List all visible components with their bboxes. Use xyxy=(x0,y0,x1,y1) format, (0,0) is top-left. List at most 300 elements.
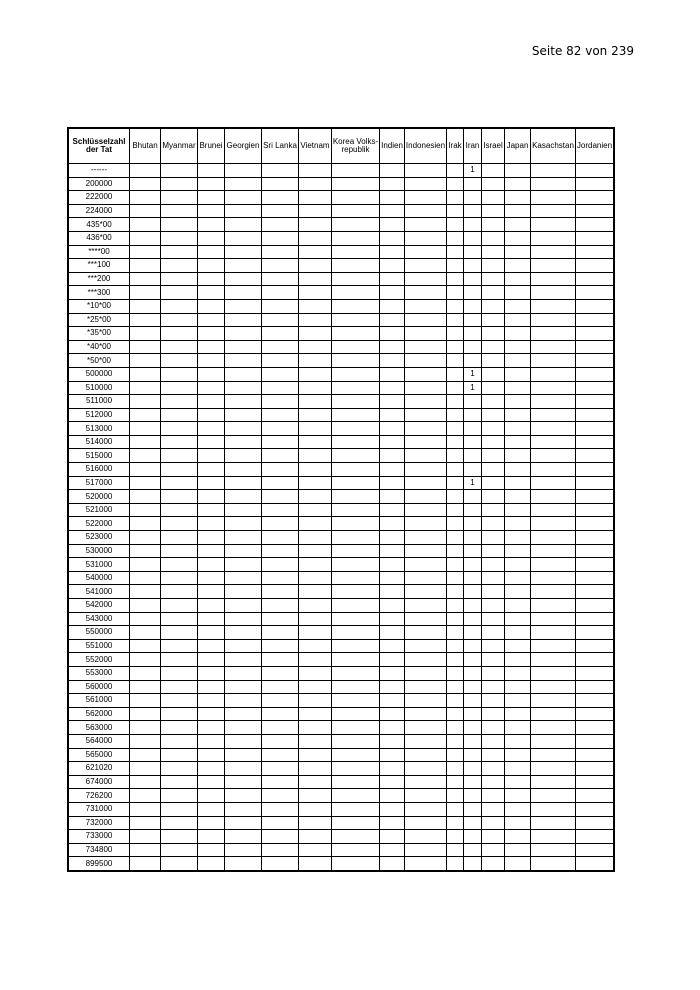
count-cell xyxy=(130,286,161,300)
count-cell xyxy=(198,599,225,613)
offense-key-cell: 517000 xyxy=(69,476,130,490)
table-row xyxy=(69,327,614,341)
count-cell xyxy=(130,544,161,558)
count-cell xyxy=(464,639,482,653)
count-cell xyxy=(447,503,464,517)
count-cell xyxy=(531,748,576,762)
count-cell xyxy=(225,789,262,803)
count-cell xyxy=(299,653,332,667)
count-cell xyxy=(332,218,380,232)
count-cell xyxy=(405,585,447,599)
count-cell xyxy=(447,354,464,368)
count-cell xyxy=(225,354,262,368)
count-cell xyxy=(482,286,505,300)
count-cell xyxy=(299,164,332,178)
offense-key-cell: 540000 xyxy=(69,571,130,585)
count-cell xyxy=(299,789,332,803)
count-cell xyxy=(464,272,482,286)
count-cell xyxy=(380,463,405,477)
count-cell xyxy=(161,748,198,762)
count-cell xyxy=(482,857,505,871)
count-cell xyxy=(531,789,576,803)
count-cell xyxy=(380,830,405,844)
count-cell xyxy=(505,286,531,300)
count-cell xyxy=(447,653,464,667)
count-cell xyxy=(531,517,576,531)
offense-key-cell: 551000 xyxy=(69,639,130,653)
count-cell xyxy=(405,231,447,245)
count-cell xyxy=(332,707,380,721)
count-cell xyxy=(198,272,225,286)
count-cell xyxy=(505,164,531,178)
count-cell xyxy=(447,721,464,735)
offense-key-cell: 561000 xyxy=(69,694,130,708)
count-cell xyxy=(198,830,225,844)
count-cell xyxy=(482,259,505,273)
count-cell xyxy=(576,653,614,667)
offense-key-cell: 520000 xyxy=(69,490,130,504)
count-cell xyxy=(332,612,380,626)
count-cell xyxy=(262,354,299,368)
count-cell xyxy=(332,789,380,803)
count-cell xyxy=(130,422,161,436)
count-cell xyxy=(225,340,262,354)
count-cell xyxy=(447,490,464,504)
count-cell xyxy=(405,272,447,286)
count-cell xyxy=(225,313,262,327)
count-cell xyxy=(482,503,505,517)
count-cell xyxy=(198,544,225,558)
count-cell xyxy=(447,476,464,490)
count-cell xyxy=(380,789,405,803)
count-cell xyxy=(130,721,161,735)
count-cell xyxy=(447,544,464,558)
count-cell xyxy=(447,463,464,477)
count-cell xyxy=(262,381,299,395)
count-cell xyxy=(198,476,225,490)
count-cell xyxy=(161,476,198,490)
table-row xyxy=(69,707,614,721)
count-cell xyxy=(262,585,299,599)
count-cell xyxy=(198,245,225,259)
count-cell xyxy=(130,734,161,748)
count-cell xyxy=(405,490,447,504)
count-cell xyxy=(505,830,531,844)
count-cell xyxy=(225,721,262,735)
count-cell xyxy=(482,272,505,286)
count-cell xyxy=(198,680,225,694)
count-cell xyxy=(576,408,614,422)
offense-key-cell: 435*00 xyxy=(69,218,130,232)
count-cell xyxy=(405,544,447,558)
count-cell xyxy=(447,680,464,694)
count-cell xyxy=(576,721,614,735)
count-cell xyxy=(198,503,225,517)
count-cell xyxy=(576,286,614,300)
count-cell xyxy=(198,177,225,191)
column-header: Israel xyxy=(482,129,505,164)
count-cell xyxy=(405,734,447,748)
count-cell: 1 xyxy=(464,476,482,490)
count-cell xyxy=(299,762,332,776)
count-cell xyxy=(332,395,380,409)
count-cell xyxy=(576,204,614,218)
count-cell xyxy=(531,218,576,232)
table-row xyxy=(69,680,614,694)
count-cell xyxy=(447,259,464,273)
count-cell xyxy=(482,571,505,585)
count-cell xyxy=(225,843,262,857)
count-cell xyxy=(482,843,505,857)
count-cell xyxy=(262,748,299,762)
count-cell xyxy=(161,422,198,436)
count-cell xyxy=(130,802,161,816)
count-cell xyxy=(299,218,332,232)
count-cell xyxy=(130,612,161,626)
table-row xyxy=(69,259,614,273)
count-cell xyxy=(380,449,405,463)
count-cell xyxy=(505,707,531,721)
count-cell xyxy=(405,286,447,300)
count-cell xyxy=(299,680,332,694)
count-cell xyxy=(405,177,447,191)
offense-key-cell: 560000 xyxy=(69,680,130,694)
count-cell xyxy=(332,558,380,572)
count-cell xyxy=(299,857,332,871)
offense-key-cell: 522000 xyxy=(69,517,130,531)
count-cell xyxy=(130,191,161,205)
table-row xyxy=(69,802,614,816)
count-cell xyxy=(161,313,198,327)
count-cell xyxy=(576,313,614,327)
count-cell xyxy=(482,340,505,354)
count-cell xyxy=(576,299,614,313)
count-cell xyxy=(262,299,299,313)
count-cell xyxy=(576,435,614,449)
count-cell xyxy=(161,408,198,422)
count-cell xyxy=(380,721,405,735)
count-cell xyxy=(225,639,262,653)
count-cell xyxy=(262,816,299,830)
count-cell xyxy=(332,204,380,218)
count-cell xyxy=(332,694,380,708)
count-cell xyxy=(405,395,447,409)
count-cell xyxy=(505,245,531,259)
count-cell xyxy=(380,395,405,409)
count-cell xyxy=(299,503,332,517)
count-cell xyxy=(380,707,405,721)
table-row xyxy=(69,449,614,463)
count-cell xyxy=(482,789,505,803)
count-cell xyxy=(576,762,614,776)
count-cell xyxy=(198,204,225,218)
count-cell xyxy=(482,164,505,178)
count-cell xyxy=(505,816,531,830)
count-cell xyxy=(505,313,531,327)
count-cell xyxy=(161,816,198,830)
count-cell xyxy=(505,204,531,218)
count-cell xyxy=(531,666,576,680)
count-cell xyxy=(332,734,380,748)
table-row xyxy=(69,381,614,395)
table-row xyxy=(69,340,614,354)
count-cell xyxy=(380,218,405,232)
offense-key-cell: 512000 xyxy=(69,408,130,422)
count-cell xyxy=(299,626,332,640)
offense-key-cell: 530000 xyxy=(69,544,130,558)
count-cell xyxy=(332,231,380,245)
count-cell xyxy=(405,653,447,667)
count-cell xyxy=(505,857,531,871)
count-cell xyxy=(405,435,447,449)
count-cell xyxy=(198,789,225,803)
count-cell xyxy=(130,558,161,572)
offense-key-cell: *40*00 xyxy=(69,340,130,354)
count-cell xyxy=(464,666,482,680)
count-cell xyxy=(576,191,614,205)
count-cell xyxy=(380,531,405,545)
count-cell xyxy=(161,191,198,205)
table-row xyxy=(69,857,614,871)
count-cell xyxy=(405,327,447,341)
count-cell xyxy=(380,857,405,871)
count-cell xyxy=(262,721,299,735)
count-cell xyxy=(405,449,447,463)
count-cell xyxy=(576,367,614,381)
count-cell xyxy=(225,816,262,830)
count-cell xyxy=(225,775,262,789)
count-cell xyxy=(161,503,198,517)
table-body xyxy=(69,164,614,871)
count-cell xyxy=(464,299,482,313)
column-header: Indonesien xyxy=(405,129,447,164)
offense-key-cell: 563000 xyxy=(69,721,130,735)
count-cell xyxy=(161,830,198,844)
table-row xyxy=(69,639,614,653)
count-cell xyxy=(198,299,225,313)
count-cell xyxy=(332,177,380,191)
count-cell xyxy=(198,816,225,830)
count-cell xyxy=(130,694,161,708)
count-cell xyxy=(531,857,576,871)
count-cell xyxy=(576,476,614,490)
offense-key-cell: 542000 xyxy=(69,599,130,613)
count-cell xyxy=(198,449,225,463)
count-cell xyxy=(332,503,380,517)
count-cell xyxy=(198,408,225,422)
table-row xyxy=(69,313,614,327)
count-cell xyxy=(405,408,447,422)
count-cell xyxy=(262,544,299,558)
count-cell xyxy=(299,191,332,205)
count-cell xyxy=(505,748,531,762)
count-cell xyxy=(464,435,482,449)
count-cell xyxy=(464,395,482,409)
count-cell xyxy=(447,830,464,844)
count-cell xyxy=(405,503,447,517)
count-cell xyxy=(531,395,576,409)
count-cell xyxy=(531,191,576,205)
count-cell xyxy=(380,435,405,449)
count-cell xyxy=(405,191,447,205)
count-cell xyxy=(531,558,576,572)
count-cell xyxy=(299,748,332,762)
count-cell xyxy=(262,245,299,259)
count-cell xyxy=(380,272,405,286)
count-cell xyxy=(464,408,482,422)
count-cell xyxy=(130,164,161,178)
count-cell xyxy=(505,721,531,735)
count-cell xyxy=(405,245,447,259)
count-cell xyxy=(482,231,505,245)
count-cell xyxy=(482,449,505,463)
count-cell xyxy=(531,408,576,422)
table-row xyxy=(69,354,614,368)
table-row xyxy=(69,626,614,640)
count-cell xyxy=(161,721,198,735)
count-cell xyxy=(576,816,614,830)
count-cell xyxy=(482,490,505,504)
count-cell xyxy=(576,748,614,762)
count-cell xyxy=(380,694,405,708)
count-cell xyxy=(576,259,614,273)
count-cell xyxy=(505,626,531,640)
page-number: Seite 82 von 239 xyxy=(531,44,634,58)
count-cell xyxy=(225,367,262,381)
count-cell xyxy=(225,422,262,436)
count-cell xyxy=(505,449,531,463)
count-cell xyxy=(464,571,482,585)
count-cell xyxy=(464,626,482,640)
count-cell xyxy=(576,422,614,436)
offense-table xyxy=(67,127,615,872)
count-cell xyxy=(464,789,482,803)
column-header: Jordanien xyxy=(576,129,614,164)
count-cell xyxy=(380,517,405,531)
count-cell xyxy=(505,463,531,477)
count-cell xyxy=(380,666,405,680)
count-cell xyxy=(576,666,614,680)
count-cell xyxy=(161,164,198,178)
offense-key-cell: 562000 xyxy=(69,707,130,721)
count-cell xyxy=(482,802,505,816)
count-cell xyxy=(505,327,531,341)
count-cell xyxy=(262,599,299,613)
table-row xyxy=(69,435,614,449)
count-cell xyxy=(576,177,614,191)
count-cell xyxy=(262,612,299,626)
count-cell xyxy=(130,435,161,449)
table-header-row xyxy=(69,129,614,164)
count-cell xyxy=(332,191,380,205)
count-cell xyxy=(405,626,447,640)
table-row xyxy=(69,762,614,776)
count-cell: 1 xyxy=(464,381,482,395)
offense-key-cell: 732000 xyxy=(69,816,130,830)
count-cell xyxy=(130,299,161,313)
count-cell xyxy=(405,571,447,585)
count-cell xyxy=(380,476,405,490)
count-cell xyxy=(464,231,482,245)
count-cell xyxy=(447,408,464,422)
count-cell xyxy=(447,802,464,816)
count-cell xyxy=(482,639,505,653)
count-cell xyxy=(262,639,299,653)
count-cell xyxy=(464,802,482,816)
count-cell xyxy=(198,857,225,871)
count-cell xyxy=(447,666,464,680)
count-cell xyxy=(299,449,332,463)
count-cell xyxy=(482,612,505,626)
table-row xyxy=(69,463,614,477)
count-cell xyxy=(505,299,531,313)
table-row xyxy=(69,177,614,191)
count-cell xyxy=(299,435,332,449)
count-cell xyxy=(531,327,576,341)
offense-key-cell: ***300 xyxy=(69,286,130,300)
count-cell xyxy=(130,571,161,585)
count-cell xyxy=(464,313,482,327)
count-cell xyxy=(161,218,198,232)
count-cell xyxy=(225,435,262,449)
count-cell xyxy=(405,218,447,232)
offense-key-cell: *35*00 xyxy=(69,327,130,341)
count-cell xyxy=(405,463,447,477)
count-cell xyxy=(332,571,380,585)
count-cell xyxy=(299,367,332,381)
count-cell xyxy=(576,843,614,857)
count-cell xyxy=(405,748,447,762)
count-cell xyxy=(299,721,332,735)
count-cell xyxy=(505,408,531,422)
count-cell xyxy=(225,748,262,762)
count-cell xyxy=(198,721,225,735)
table-row xyxy=(69,748,614,762)
count-cell xyxy=(380,680,405,694)
count-cell xyxy=(447,367,464,381)
count-cell xyxy=(225,802,262,816)
count-cell xyxy=(161,544,198,558)
count-cell xyxy=(262,857,299,871)
count-cell xyxy=(130,653,161,667)
count-cell xyxy=(198,653,225,667)
count-cell xyxy=(161,558,198,572)
count-cell xyxy=(262,517,299,531)
offense-key-cell: 515000 xyxy=(69,449,130,463)
count-cell xyxy=(130,381,161,395)
count-cell xyxy=(576,245,614,259)
count-cell xyxy=(198,517,225,531)
count-cell xyxy=(505,612,531,626)
count-cell xyxy=(225,476,262,490)
count-cell xyxy=(380,408,405,422)
count-cell xyxy=(505,666,531,680)
count-cell xyxy=(380,544,405,558)
count-cell xyxy=(380,245,405,259)
count-cell xyxy=(447,531,464,545)
count-cell xyxy=(299,327,332,341)
count-cell xyxy=(482,531,505,545)
count-cell xyxy=(464,694,482,708)
count-cell xyxy=(576,802,614,816)
count-cell xyxy=(161,286,198,300)
column-header: Irak xyxy=(447,129,464,164)
count-cell xyxy=(482,694,505,708)
count-cell xyxy=(161,789,198,803)
count-cell xyxy=(576,789,614,803)
count-cell xyxy=(505,843,531,857)
count-cell xyxy=(447,449,464,463)
